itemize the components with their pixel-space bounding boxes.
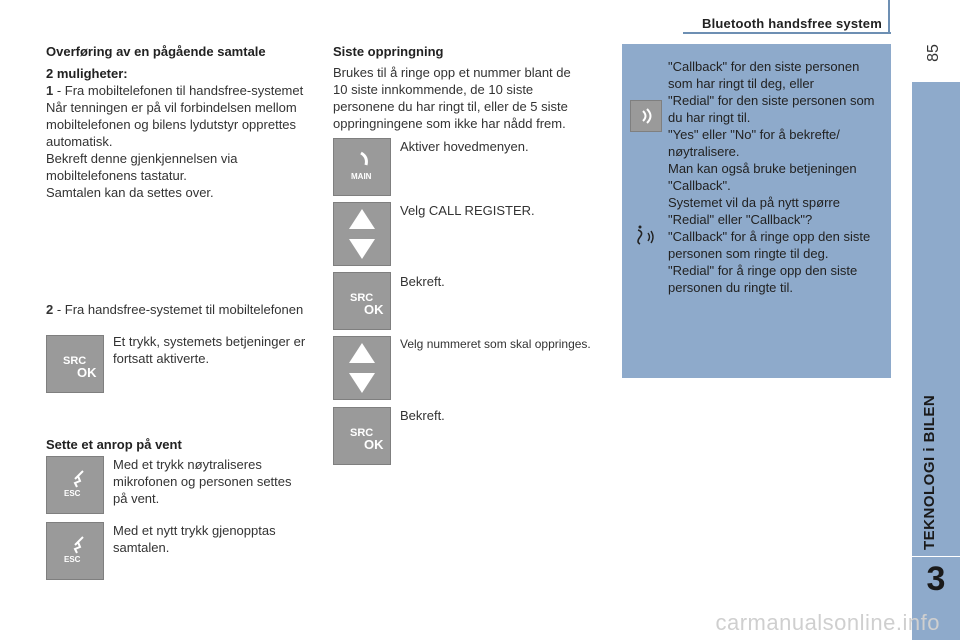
src-ok-icon (47, 336, 103, 392)
ok-label: OK (364, 302, 384, 317)
redial-intro-line: 10 siste innkommende, de 10 siste (333, 82, 534, 97)
esc-mute-icon (47, 457, 103, 513)
info-line: personen du ringte til. (668, 280, 794, 295)
up-down-arrows-icon (334, 337, 390, 399)
option-1-line: Når tenningen er på vil forbindelsen mellom (46, 100, 297, 115)
main-button[interactable] (333, 138, 391, 196)
option-1-title: - Fra mobiltelefonen til handsfree-systemet (53, 83, 304, 98)
option-1-line: automatisk. (46, 134, 113, 149)
step-2-text: Velg CALL REGISTER. (400, 203, 535, 218)
esc-label: ESC (64, 489, 81, 498)
option-2-line: fortsatt aktiverte. (113, 351, 210, 366)
option-2-title: - Fra handsfree-systemet til mobiltelefonen (53, 302, 304, 317)
transfer-heading: Overføring av en pågående samtale (46, 44, 266, 59)
info-line: personen som ringte til deg. (668, 246, 829, 261)
up-down-button[interactable] (333, 336, 391, 400)
src-ok-icon (334, 273, 390, 329)
option-2-body (113, 333, 323, 367)
redial-intro-line: personene du har ringt til, eller de 5 siste (333, 99, 568, 114)
voice-command-text (668, 58, 890, 296)
header-tick (888, 0, 890, 34)
hold-step-2 (113, 522, 323, 556)
option-2-line: Et trykk, systemets betjeninger er (113, 334, 306, 349)
info-line: nøytralisere. (668, 144, 740, 159)
options-label: 2 muligheter: (46, 66, 128, 81)
option-1-line: mobiltelefonens tastatur. (46, 168, 187, 183)
hold-step-1-line: mikrofonen og personen settes (113, 474, 292, 489)
info-line: Systemet vil da på nytt spørre (668, 195, 840, 210)
src-ok-button[interactable] (333, 407, 391, 465)
ok-label: OK (364, 437, 384, 452)
page-number: 85 (925, 44, 942, 62)
src-ok-icon (334, 408, 390, 464)
step-4-text: Velg nummeret som skal oppringes. (400, 337, 591, 351)
step-3-text: Bekreft. (400, 274, 445, 289)
info-line: "Callback" for å ringe opp den siste (668, 229, 871, 244)
chapter-divider (912, 556, 960, 557)
option-1-line: Samtalen kan da settes over. (46, 185, 214, 200)
esc-button[interactable] (46, 522, 104, 580)
info-line: du har ringt til. (668, 110, 751, 125)
main-icon (334, 139, 390, 195)
option-1 (46, 82, 326, 201)
info-line: "Callback". (668, 178, 731, 193)
watermark: carmanualsonline.info (715, 610, 940, 635)
hold-step-2-line: samtalen. (113, 540, 170, 555)
hold-step-1-line: på vent. (113, 491, 160, 506)
redial-intro (333, 64, 613, 132)
ok-label: OK (77, 365, 97, 380)
redial-heading: Siste oppringning (333, 44, 444, 59)
option-2-number: 2 (46, 302, 54, 317)
header-rule (683, 32, 891, 34)
option-1-line: mobiltelefonen og bilens lydutstyr opprettes (46, 117, 297, 132)
info-line: "Redial" for å ringe opp den siste (668, 263, 858, 278)
chapter-number: 3 (926, 560, 946, 598)
voice-command-icon (631, 101, 661, 131)
option-2 (46, 301, 326, 318)
hold-step-1-line: Med et trykk nøytraliseres (113, 457, 262, 472)
src-ok-button[interactable] (46, 335, 104, 393)
main-label: MAIN (351, 172, 372, 181)
up-down-button[interactable] (333, 202, 391, 266)
hold-heading: Sette et anrop på vent (46, 437, 182, 452)
hold-step-1 (113, 456, 323, 507)
esc-mute-icon (47, 523, 103, 579)
step-1-text: Aktiver hovedmenyen. (400, 139, 529, 154)
info-line: "Redial" eller "Callback"? (668, 212, 813, 227)
hold-step-2-line: Med et nytt trykk gjenopptas (113, 523, 276, 538)
option-1-line: Bekreft denne gjenkjennelsen via (46, 151, 238, 166)
up-down-arrows-icon (334, 203, 390, 265)
chapter-label: TEKNOLOGI i BILEN (921, 394, 938, 550)
info-line: Man kan også bruke betjeningen (668, 161, 857, 176)
src-label: SRC (350, 292, 374, 304)
redial-intro-line: oppringningene som ikke har nådd frem. (333, 116, 566, 131)
voice-button[interactable] (630, 100, 662, 132)
info-line: "Redial" for den siste personen som (668, 93, 875, 108)
info-line: som har ringt til deg, eller (668, 76, 814, 91)
section-title: Bluetooth handsfree system (701, 16, 882, 31)
esc-button[interactable] (46, 456, 104, 514)
src-label: SRC (350, 427, 374, 439)
redial-intro-line: Brukes til å ringe opp et nummer blant de (333, 65, 571, 80)
esc-label: ESC (64, 555, 81, 564)
step-5-text: Bekreft. (400, 408, 445, 423)
info-line: "Callback" for den siste personen (668, 59, 860, 74)
src-ok-button[interactable] (333, 272, 391, 330)
info-line: "Yes" eller "No" for å bekrefte/ (668, 127, 840, 142)
src-label: SRC (63, 355, 87, 367)
option-1-number: 1 (46, 83, 54, 98)
voice-speaking-icon (632, 222, 662, 252)
